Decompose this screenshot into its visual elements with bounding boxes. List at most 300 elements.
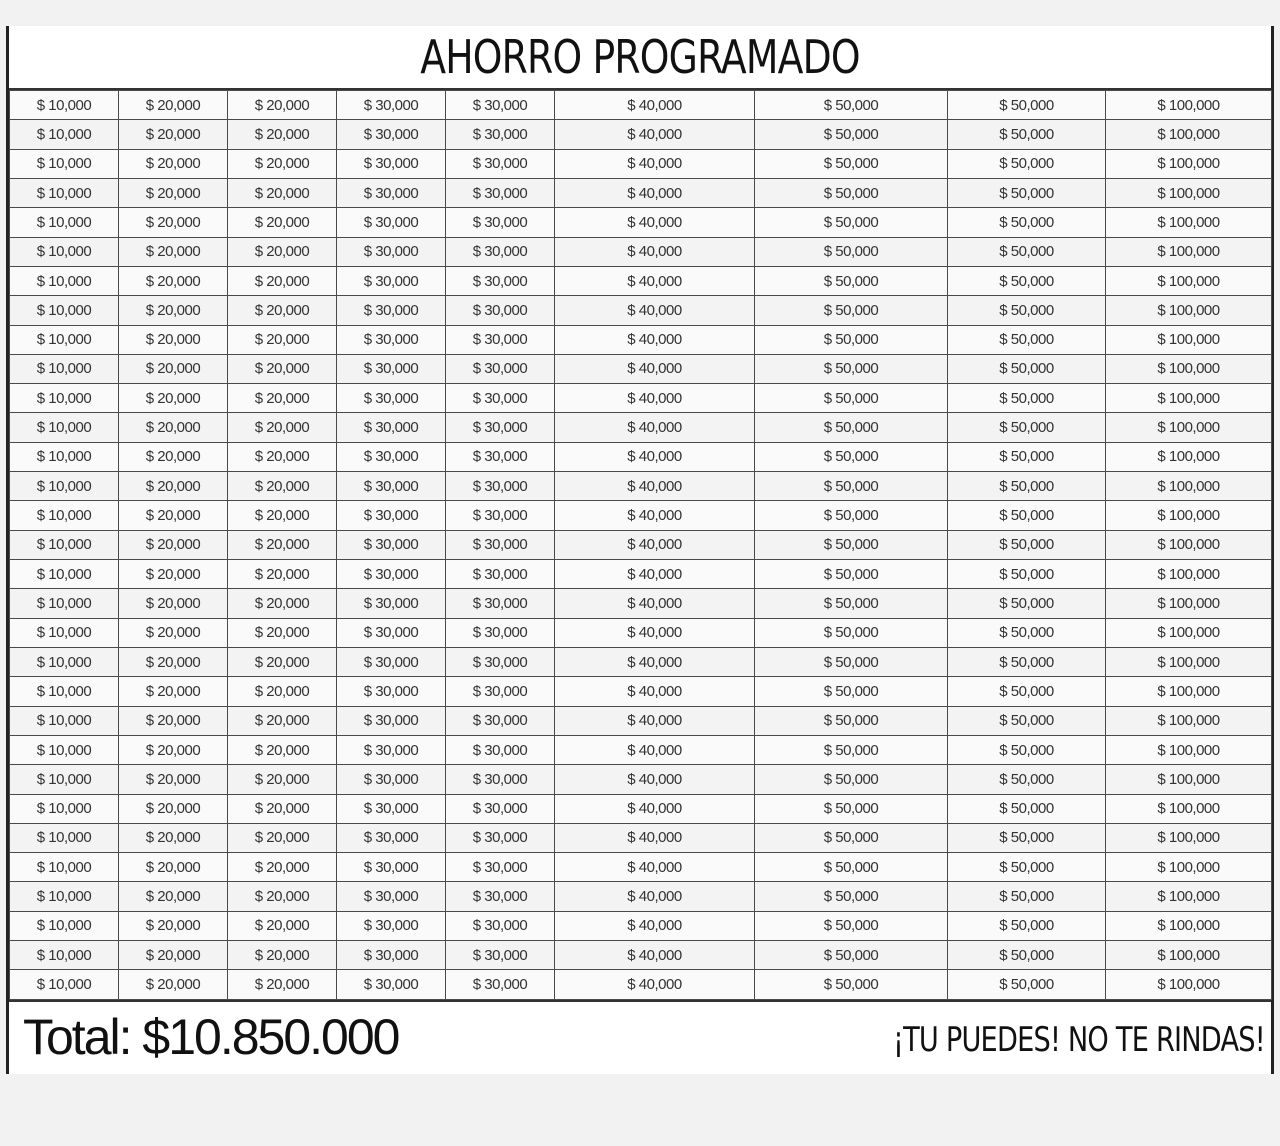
- savings-cell[interactable]: $ 10,000: [10, 706, 119, 735]
- savings-cell[interactable]: $ 30,000: [446, 794, 555, 823]
- savings-cell[interactable]: $ 40,000: [555, 647, 755, 676]
- savings-cell[interactable]: $ 30,000: [337, 208, 446, 237]
- savings-cell[interactable]: $ 50,000: [755, 149, 948, 178]
- savings-cell[interactable]: $ 50,000: [755, 765, 948, 794]
- savings-cell[interactable]: $ 30,000: [337, 618, 446, 647]
- savings-cell[interactable]: $ 30,000: [337, 501, 446, 530]
- savings-cell[interactable]: $ 20,000: [119, 413, 228, 442]
- savings-cell[interactable]: $ 20,000: [228, 149, 337, 178]
- savings-cell[interactable]: $ 50,000: [755, 677, 948, 706]
- savings-cell[interactable]: $ 30,000: [446, 882, 555, 911]
- savings-cell[interactable]: $ 50,000: [755, 472, 948, 501]
- table-row: [10, 472, 1272, 501]
- savings-cell[interactable]: $ 20,000: [119, 970, 228, 1000]
- savings-cell[interactable]: $ 30,000: [337, 560, 446, 589]
- savings-cell[interactable]: $ 50,000: [948, 384, 1106, 413]
- savings-cell[interactable]: $ 50,000: [948, 823, 1106, 852]
- table-row: [10, 266, 1272, 295]
- savings-cell[interactable]: $ 50,000: [755, 266, 948, 295]
- savings-cell[interactable]: $ 20,000: [119, 472, 228, 501]
- savings-cell[interactable]: $ 20,000: [228, 853, 337, 882]
- savings-cell[interactable]: $ 40,000: [555, 970, 755, 1000]
- table-row: [10, 208, 1272, 237]
- savings-cell[interactable]: $ 10,000: [10, 149, 119, 178]
- savings-cell[interactable]: $ 50,000: [948, 941, 1106, 970]
- savings-cell[interactable]: $ 10,000: [10, 794, 119, 823]
- savings-cell[interactable]: $ 100,000: [1106, 765, 1272, 794]
- savings-cell[interactable]: $ 30,000: [446, 941, 555, 970]
- savings-cell[interactable]: $ 50,000: [948, 149, 1106, 178]
- savings-cell[interactable]: $ 10,000: [10, 589, 119, 618]
- savings-cell[interactable]: $ 40,000: [555, 149, 755, 178]
- savings-cell[interactable]: $ 20,000: [228, 618, 337, 647]
- savings-cell[interactable]: $ 30,000: [446, 853, 555, 882]
- savings-cell[interactable]: $ 50,000: [948, 765, 1106, 794]
- savings-cell[interactable]: $ 100,000: [1106, 178, 1272, 207]
- savings-cell[interactable]: $ 50,000: [948, 647, 1106, 676]
- savings-cell[interactable]: $ 30,000: [446, 91, 555, 120]
- savings-cell[interactable]: $ 10,000: [10, 91, 119, 120]
- savings-cell[interactable]: $ 50,000: [755, 237, 948, 266]
- savings-cell[interactable]: $ 20,000: [228, 208, 337, 237]
- savings-cell[interactable]: $ 50,000: [948, 853, 1106, 882]
- savings-cell[interactable]: $ 10,000: [10, 501, 119, 530]
- savings-cell[interactable]: $ 30,000: [337, 911, 446, 940]
- savings-cell[interactable]: $ 20,000: [119, 560, 228, 589]
- savings-cell[interactable]: $ 30,000: [446, 589, 555, 618]
- savings-cell[interactable]: $ 20,000: [119, 296, 228, 325]
- savings-cell[interactable]: $ 30,000: [446, 442, 555, 471]
- savings-cell[interactable]: $ 30,000: [446, 149, 555, 178]
- savings-cell[interactable]: $ 50,000: [755, 970, 948, 1000]
- savings-cell[interactable]: $ 10,000: [10, 970, 119, 1000]
- savings-cell[interactable]: $ 10,000: [10, 208, 119, 237]
- savings-cell[interactable]: $ 10,000: [10, 765, 119, 794]
- savings-cell[interactable]: $ 20,000: [228, 794, 337, 823]
- savings-cell[interactable]: $ 100,000: [1106, 794, 1272, 823]
- savings-cell[interactable]: $ 50,000: [948, 266, 1106, 295]
- savings-cell[interactable]: $ 20,000: [119, 589, 228, 618]
- savings-cell[interactable]: $ 50,000: [755, 501, 948, 530]
- savings-cell[interactable]: $ 20,000: [228, 296, 337, 325]
- savings-cell[interactable]: $ 100,000: [1106, 853, 1272, 882]
- savings-cell[interactable]: $ 50,000: [948, 501, 1106, 530]
- savings-cell[interactable]: $ 30,000: [337, 677, 446, 706]
- savings-cell[interactable]: $ 30,000: [446, 970, 555, 1000]
- table-row: [10, 677, 1272, 706]
- savings-cell[interactable]: $ 20,000: [119, 911, 228, 940]
- savings-cell[interactable]: $ 50,000: [948, 706, 1106, 735]
- savings-cell[interactable]: $ 30,000: [446, 413, 555, 442]
- savings-cell[interactable]: $ 40,000: [555, 442, 755, 471]
- savings-cell[interactable]: $ 40,000: [555, 560, 755, 589]
- savings-cell[interactable]: $ 50,000: [948, 120, 1106, 149]
- savings-cell[interactable]: $ 30,000: [446, 208, 555, 237]
- savings-cell[interactable]: $ 10,000: [10, 941, 119, 970]
- savings-cell[interactable]: $ 10,000: [10, 120, 119, 149]
- savings-cell[interactable]: $ 20,000: [228, 530, 337, 559]
- savings-cell[interactable]: $ 30,000: [337, 706, 446, 735]
- table-row: [10, 237, 1272, 266]
- savings-cell[interactable]: $ 40,000: [555, 794, 755, 823]
- savings-cell[interactable]: $ 50,000: [948, 91, 1106, 120]
- savings-cell[interactable]: $ 30,000: [446, 706, 555, 735]
- savings-cell[interactable]: $ 50,000: [755, 560, 948, 589]
- savings-cell[interactable]: $ 30,000: [446, 677, 555, 706]
- savings-cell[interactable]: $ 100,000: [1106, 149, 1272, 178]
- savings-cell[interactable]: $ 50,000: [755, 735, 948, 764]
- savings-cell[interactable]: $ 10,000: [10, 472, 119, 501]
- savings-cell[interactable]: $ 20,000: [119, 354, 228, 383]
- savings-grid: [9, 88, 1271, 1002]
- table-row: [10, 296, 1272, 325]
- savings-cell[interactable]: $ 100,000: [1106, 941, 1272, 970]
- table-row: [10, 823, 1272, 852]
- savings-cell[interactable]: $ 20,000: [228, 354, 337, 383]
- savings-cell[interactable]: $ 40,000: [555, 266, 755, 295]
- savings-cell[interactable]: $ 20,000: [228, 178, 337, 207]
- savings-cell[interactable]: $ 10,000: [10, 442, 119, 471]
- savings-cell[interactable]: $ 30,000: [446, 384, 555, 413]
- savings-cell[interactable]: $ 50,000: [948, 735, 1106, 764]
- savings-cell[interactable]: $ 50,000: [755, 120, 948, 149]
- savings-cell[interactable]: $ 30,000: [337, 794, 446, 823]
- savings-cell[interactable]: $ 20,000: [228, 677, 337, 706]
- savings-cell[interactable]: $ 50,000: [948, 178, 1106, 207]
- savings-cell[interactable]: $ 20,000: [228, 472, 337, 501]
- savings-cell[interactable]: $ 30,000: [446, 120, 555, 149]
- savings-cell[interactable]: $ 30,000: [337, 735, 446, 764]
- savings-cell[interactable]: $ 10,000: [10, 647, 119, 676]
- savings-cell[interactable]: $ 30,000: [337, 765, 446, 794]
- table-row: [10, 941, 1272, 970]
- savings-cell[interactable]: $ 30,000: [446, 266, 555, 295]
- savings-cell[interactable]: $ 100,000: [1106, 501, 1272, 530]
- savings-cell[interactable]: $ 50,000: [948, 530, 1106, 559]
- savings-cell[interactable]: $ 40,000: [555, 384, 755, 413]
- savings-cell[interactable]: $ 30,000: [337, 853, 446, 882]
- table-row: [10, 501, 1272, 530]
- savings-cell[interactable]: $ 20,000: [119, 178, 228, 207]
- savings-cell[interactable]: $ 40,000: [555, 296, 755, 325]
- savings-cell[interactable]: $ 30,000: [337, 823, 446, 852]
- savings-cell[interactable]: $ 50,000: [755, 296, 948, 325]
- savings-cell[interactable]: $ 20,000: [119, 765, 228, 794]
- savings-cell[interactable]: $ 30,000: [337, 354, 446, 383]
- savings-cell[interactable]: $ 30,000: [337, 384, 446, 413]
- savings-cell[interactable]: $ 40,000: [555, 91, 755, 120]
- savings-cell[interactable]: $ 30,000: [446, 560, 555, 589]
- savings-cell[interactable]: $ 100,000: [1106, 384, 1272, 413]
- savings-cell[interactable]: $ 30,000: [446, 823, 555, 852]
- table-row: [10, 442, 1272, 471]
- savings-cell[interactable]: $ 30,000: [337, 237, 446, 266]
- savings-cell[interactable]: $ 30,000: [446, 325, 555, 354]
- savings-cell[interactable]: $ 30,000: [446, 296, 555, 325]
- savings-cell[interactable]: $ 50,000: [948, 911, 1106, 940]
- savings-cell[interactable]: $ 20,000: [228, 560, 337, 589]
- savings-cell[interactable]: $ 100,000: [1106, 911, 1272, 940]
- savings-cell[interactable]: $ 50,000: [948, 560, 1106, 589]
- savings-cell[interactable]: $ 40,000: [555, 472, 755, 501]
- savings-cell[interactable]: $ 20,000: [119, 941, 228, 970]
- savings-cell[interactable]: $ 100,000: [1106, 530, 1272, 559]
- savings-cell[interactable]: $ 50,000: [755, 882, 948, 911]
- savings-cell[interactable]: $ 50,000: [755, 178, 948, 207]
- savings-cell[interactable]: $ 50,000: [948, 472, 1106, 501]
- savings-cell[interactable]: $ 100,000: [1106, 91, 1272, 120]
- savings-cell[interactable]: $ 30,000: [337, 266, 446, 295]
- savings-cell[interactable]: $ 100,000: [1106, 472, 1272, 501]
- savings-cell[interactable]: $ 50,000: [755, 941, 948, 970]
- savings-cell[interactable]: $ 10,000: [10, 823, 119, 852]
- savings-cell[interactable]: $ 20,000: [119, 853, 228, 882]
- savings-cell[interactable]: $ 20,000: [119, 442, 228, 471]
- savings-cell[interactable]: $ 50,000: [948, 325, 1106, 354]
- savings-cell[interactable]: $ 30,000: [446, 354, 555, 383]
- savings-cell[interactable]: $ 10,000: [10, 560, 119, 589]
- savings-cell[interactable]: $ 30,000: [446, 618, 555, 647]
- savings-cell[interactable]: $ 40,000: [555, 501, 755, 530]
- savings-cell[interactable]: $ 40,000: [555, 853, 755, 882]
- savings-cell[interactable]: $ 10,000: [10, 354, 119, 383]
- savings-cell[interactable]: $ 30,000: [446, 911, 555, 940]
- savings-cell[interactable]: $ 100,000: [1106, 354, 1272, 383]
- savings-cell[interactable]: $ 100,000: [1106, 237, 1272, 266]
- savings-cell[interactable]: $ 20,000: [228, 706, 337, 735]
- savings-cell[interactable]: $ 40,000: [555, 618, 755, 647]
- savings-cell[interactable]: $ 20,000: [228, 970, 337, 1000]
- savings-cell[interactable]: $ 50,000: [755, 384, 948, 413]
- savings-cell[interactable]: $ 50,000: [948, 413, 1106, 442]
- savings-cell[interactable]: $ 50,000: [948, 354, 1106, 383]
- savings-cell[interactable]: $ 20,000: [228, 120, 337, 149]
- savings-cell[interactable]: $ 40,000: [555, 589, 755, 618]
- savings-cell[interactable]: $ 20,000: [119, 237, 228, 266]
- savings-cell[interactable]: $ 20,000: [228, 442, 337, 471]
- savings-cell[interactable]: $ 10,000: [10, 530, 119, 559]
- table-row: [10, 530, 1272, 559]
- savings-cell[interactable]: $ 10,000: [10, 296, 119, 325]
- savings-cell[interactable]: $ 40,000: [555, 823, 755, 852]
- savings-cell[interactable]: $ 40,000: [555, 325, 755, 354]
- table-row: [10, 970, 1272, 1000]
- savings-cell[interactable]: $ 20,000: [228, 941, 337, 970]
- savings-cell[interactable]: $ 30,000: [446, 472, 555, 501]
- savings-cell[interactable]: $ 50,000: [755, 208, 948, 237]
- savings-cell[interactable]: $ 10,000: [10, 618, 119, 647]
- savings-cell[interactable]: $ 20,000: [119, 501, 228, 530]
- savings-cell[interactable]: $ 50,000: [755, 354, 948, 383]
- savings-cell[interactable]: $ 20,000: [228, 589, 337, 618]
- savings-cell[interactable]: $ 50,000: [948, 208, 1106, 237]
- savings-cell[interactable]: $ 100,000: [1106, 706, 1272, 735]
- savings-cell[interactable]: $ 40,000: [555, 208, 755, 237]
- savings-cell[interactable]: $ 100,000: [1106, 208, 1272, 237]
- savings-cell[interactable]: $ 30,000: [337, 120, 446, 149]
- savings-cell[interactable]: $ 50,000: [948, 237, 1106, 266]
- savings-cell[interactable]: $ 50,000: [755, 794, 948, 823]
- savings-cell[interactable]: $ 30,000: [446, 501, 555, 530]
- savings-cell[interactable]: $ 10,000: [10, 677, 119, 706]
- savings-cell[interactable]: $ 20,000: [119, 208, 228, 237]
- savings-cell[interactable]: $ 40,000: [555, 765, 755, 794]
- savings-cell[interactable]: $ 20,000: [119, 706, 228, 735]
- savings-cell[interactable]: $ 50,000: [948, 442, 1106, 471]
- savings-cell[interactable]: $ 20,000: [119, 149, 228, 178]
- savings-cell[interactable]: $ 20,000: [228, 911, 337, 940]
- savings-cell[interactable]: $ 20,000: [228, 735, 337, 764]
- savings-cell[interactable]: $ 100,000: [1106, 325, 1272, 354]
- savings-cell[interactable]: $ 30,000: [337, 970, 446, 1000]
- savings-cell[interactable]: $ 20,000: [119, 823, 228, 852]
- savings-cell[interactable]: $ 10,000: [10, 384, 119, 413]
- table-row: [10, 765, 1272, 794]
- savings-cell[interactable]: $ 100,000: [1106, 970, 1272, 1000]
- savings-cell[interactable]: $ 50,000: [755, 442, 948, 471]
- savings-sheet: [6, 26, 1274, 1074]
- savings-cell[interactable]: $ 40,000: [555, 178, 755, 207]
- savings-cell[interactable]: $ 100,000: [1106, 647, 1272, 676]
- savings-cell[interactable]: $ 30,000: [337, 413, 446, 442]
- savings-cell[interactable]: $ 30,000: [337, 882, 446, 911]
- savings-cell[interactable]: $ 20,000: [228, 647, 337, 676]
- savings-cell[interactable]: $ 30,000: [337, 530, 446, 559]
- savings-cell[interactable]: $ 30,000: [446, 530, 555, 559]
- savings-cell[interactable]: $ 20,000: [119, 120, 228, 149]
- savings-cell[interactable]: $ 50,000: [755, 706, 948, 735]
- savings-cell[interactable]: $ 10,000: [10, 882, 119, 911]
- savings-cell[interactable]: $ 10,000: [10, 853, 119, 882]
- savings-cell[interactable]: $ 100,000: [1106, 120, 1272, 149]
- table-row: [10, 735, 1272, 764]
- savings-cell[interactable]: $ 100,000: [1106, 882, 1272, 911]
- savings-cell[interactable]: $ 10,000: [10, 413, 119, 442]
- savings-cell[interactable]: $ 50,000: [948, 589, 1106, 618]
- savings-cell[interactable]: $ 20,000: [119, 266, 228, 295]
- savings-cell[interactable]: $ 20,000: [119, 677, 228, 706]
- savings-cell[interactable]: $ 20,000: [119, 647, 228, 676]
- savings-cell[interactable]: $ 30,000: [337, 442, 446, 471]
- savings-cell[interactable]: $ 10,000: [10, 237, 119, 266]
- savings-cell[interactable]: $ 20,000: [228, 413, 337, 442]
- savings-cell[interactable]: $ 40,000: [555, 882, 755, 911]
- savings-cell[interactable]: $ 50,000: [755, 91, 948, 120]
- savings-cell[interactable]: $ 40,000: [555, 911, 755, 940]
- savings-cell[interactable]: $ 30,000: [446, 735, 555, 764]
- savings-cell[interactable]: $ 100,000: [1106, 296, 1272, 325]
- savings-cell[interactable]: $ 100,000: [1106, 266, 1272, 295]
- savings-cell[interactable]: $ 20,000: [119, 882, 228, 911]
- savings-cell[interactable]: $ 10,000: [10, 266, 119, 295]
- savings-cell[interactable]: $ 100,000: [1106, 823, 1272, 852]
- savings-cell[interactable]: $ 30,000: [337, 296, 446, 325]
- savings-cell[interactable]: $ 50,000: [948, 618, 1106, 647]
- savings-cell[interactable]: $ 50,000: [948, 296, 1106, 325]
- savings-cell[interactable]: $ 20,000: [119, 618, 228, 647]
- savings-cell[interactable]: $ 20,000: [119, 91, 228, 120]
- savings-cell[interactable]: $ 100,000: [1106, 442, 1272, 471]
- savings-cell[interactable]: $ 40,000: [555, 530, 755, 559]
- savings-cell[interactable]: $ 30,000: [446, 765, 555, 794]
- savings-cell[interactable]: $ 30,000: [446, 237, 555, 266]
- savings-cell[interactable]: $ 50,000: [948, 970, 1106, 1000]
- savings-cell[interactable]: $ 100,000: [1106, 618, 1272, 647]
- savings-cell[interactable]: $ 20,000: [228, 765, 337, 794]
- savings-cell[interactable]: $ 50,000: [755, 853, 948, 882]
- savings-cell[interactable]: $ 100,000: [1106, 560, 1272, 589]
- table-row: [10, 120, 1272, 149]
- savings-cell[interactable]: $ 20,000: [119, 794, 228, 823]
- savings-cell[interactable]: $ 30,000: [337, 91, 446, 120]
- savings-cell[interactable]: $ 20,000: [119, 325, 228, 354]
- savings-cell[interactable]: $ 20,000: [228, 384, 337, 413]
- savings-cell[interactable]: $ 40,000: [555, 237, 755, 266]
- savings-cell[interactable]: $ 50,000: [948, 794, 1106, 823]
- savings-cell[interactable]: $ 50,000: [755, 413, 948, 442]
- savings-cell[interactable]: $ 10,000: [10, 735, 119, 764]
- savings-cell[interactable]: $ 40,000: [555, 941, 755, 970]
- savings-cell[interactable]: $ 50,000: [755, 589, 948, 618]
- savings-cell[interactable]: $ 50,000: [948, 677, 1106, 706]
- savings-cell[interactable]: $ 10,000: [10, 178, 119, 207]
- savings-cell[interactable]: $ 50,000: [755, 647, 948, 676]
- savings-cell[interactable]: $ 30,000: [337, 647, 446, 676]
- savings-cell[interactable]: $ 100,000: [1106, 413, 1272, 442]
- table-row: [10, 589, 1272, 618]
- savings-cell[interactable]: $ 40,000: [555, 677, 755, 706]
- savings-cell[interactable]: $ 100,000: [1106, 589, 1272, 618]
- savings-cell[interactable]: $ 50,000: [948, 882, 1106, 911]
- savings-cell[interactable]: $ 40,000: [555, 413, 755, 442]
- savings-cell[interactable]: $ 20,000: [228, 91, 337, 120]
- savings-cell[interactable]: $ 50,000: [755, 618, 948, 647]
- savings-cell[interactable]: $ 40,000: [555, 706, 755, 735]
- savings-cell[interactable]: $ 50,000: [755, 911, 948, 940]
- savings-cell[interactable]: $ 50,000: [755, 530, 948, 559]
- table-row: [10, 413, 1272, 442]
- savings-cell[interactable]: $ 20,000: [228, 325, 337, 354]
- savings-cell[interactable]: $ 50,000: [755, 325, 948, 354]
- savings-cell[interactable]: $ 100,000: [1106, 677, 1272, 706]
- savings-cell[interactable]: $ 50,000: [755, 823, 948, 852]
- savings-cell[interactable]: $ 40,000: [555, 354, 755, 383]
- savings-cell[interactable]: $ 30,000: [337, 178, 446, 207]
- savings-cell[interactable]: $ 20,000: [228, 823, 337, 852]
- savings-cell[interactable]: $ 30,000: [337, 472, 446, 501]
- savings-cell[interactable]: $ 20,000: [228, 237, 337, 266]
- savings-cell[interactable]: $ 40,000: [555, 735, 755, 764]
- savings-cell[interactable]: $ 20,000: [119, 735, 228, 764]
- savings-cell[interactable]: $ 10,000: [10, 325, 119, 354]
- savings-cell[interactable]: $ 20,000: [228, 882, 337, 911]
- savings-cell[interactable]: $ 30,000: [337, 325, 446, 354]
- savings-cell[interactable]: $ 100,000: [1106, 735, 1272, 764]
- savings-cell[interactable]: $ 20,000: [228, 501, 337, 530]
- savings-cell[interactable]: $ 20,000: [228, 266, 337, 295]
- savings-cell[interactable]: $ 30,000: [337, 941, 446, 970]
- savings-cell[interactable]: $ 20,000: [119, 530, 228, 559]
- table-row: [10, 91, 1272, 120]
- savings-cell[interactable]: $ 30,000: [337, 149, 446, 178]
- savings-cell[interactable]: $ 30,000: [446, 647, 555, 676]
- savings-cell[interactable]: $ 10,000: [10, 911, 119, 940]
- table-row: [10, 354, 1272, 383]
- savings-cell[interactable]: $ 30,000: [446, 178, 555, 207]
- savings-cell[interactable]: $ 40,000: [555, 120, 755, 149]
- savings-cell[interactable]: $ 20,000: [119, 384, 228, 413]
- savings-cell[interactable]: $ 30,000: [337, 589, 446, 618]
